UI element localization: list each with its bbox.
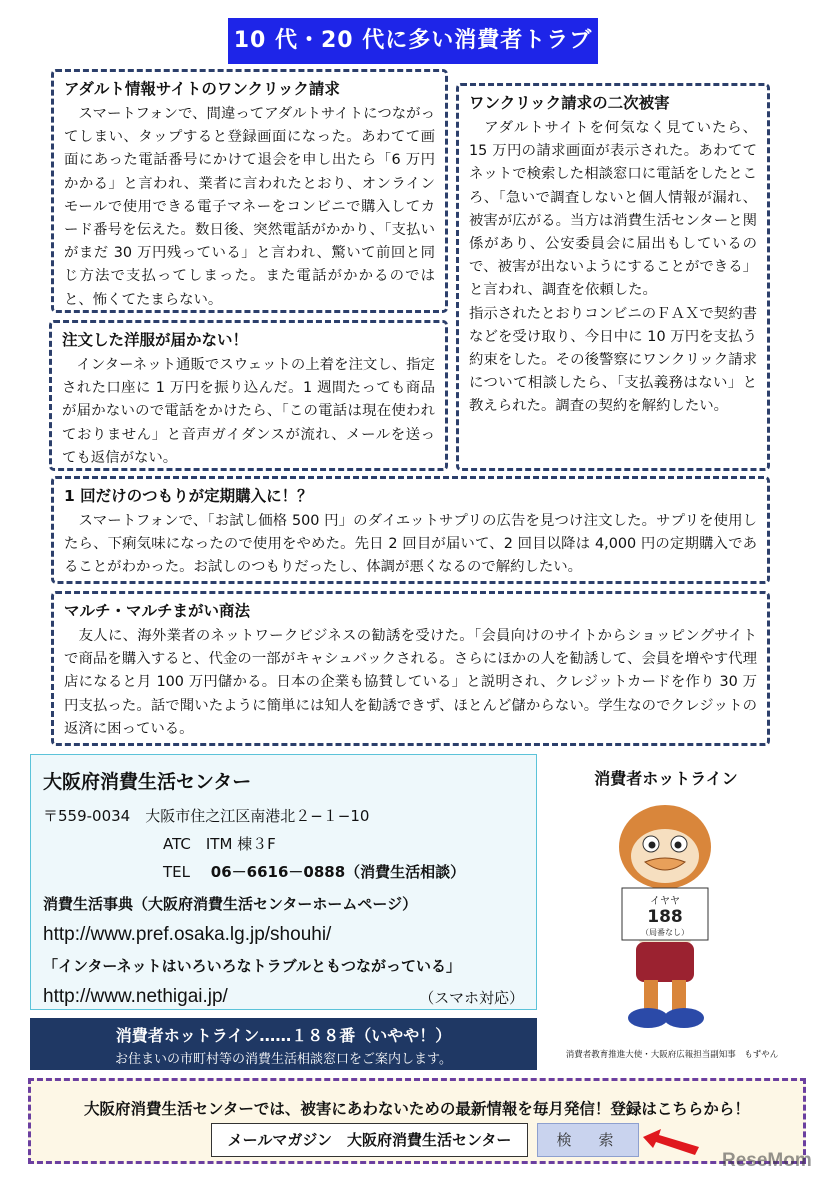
site-label: 消費生活事典（大阪府消費生活センターホームページ） bbox=[43, 895, 418, 913]
mascot-title: 消費者ホットライン bbox=[594, 769, 738, 788]
mascot-shoe-left bbox=[628, 1008, 668, 1028]
case-heading: ワンクリック請求の二次被害 bbox=[469, 94, 670, 112]
case-heading: マルチ・マルチまがい商法 bbox=[64, 602, 251, 620]
hotline-description: お住まいの市町村等の消費生活相談窓口をご案内します。 bbox=[115, 1052, 452, 1067]
case-box-subscription bbox=[51, 476, 770, 584]
case-body: スマートフォンで、間違ってアダルトサイトにつながってしまい、タップすると登録画面になった。あわてて画面にあった電話番号にかけて退会を申し出たら「6 万円かかる」と言われ、業者に言われたとおり、オンラインモールで使用できる電子マネーをコンビニで購入してカード番号を伝えた。数日後、突然電話がかかり、「支払いがまだ 30 万円残っている」と言われ、驚いて前回と同じ方法で支払ってしまった。また電話がかかるのではと、怖くてたまらない。 bbox=[64, 106, 435, 308]
case-box-multi-marketing bbox=[51, 591, 770, 746]
mascot-shoe-right bbox=[664, 1008, 704, 1028]
case-box-secondary-damage bbox=[456, 83, 770, 471]
net-url-link[interactable]: http://www.nethigai.jp/ bbox=[43, 986, 228, 1007]
search-button[interactable]: 検 索 bbox=[537, 1123, 639, 1157]
case-body: 友人に、海外業者のネットワークビジネスの勧誘を受けた。「会員向けのサイトからショッピングサイトで商品を購入すると、代金の一部がキャシュバックされる。さらにほかの人を勧誘して、会員を増やす代理店になると月 100 万円儲かる。日本の企業も協賛している」と説明され、クレジットカードを作り 30 万円支払った。話で聞いたように簡単には知人を勧誘できず、ほとんど儲からない。学生なのでクレジットの返済に困っている。 bbox=[64, 628, 757, 737]
case-body: インターネット通販でスウェットの上着を注文し、指定された口座に 1 万円を振り込んだ。1 週間たっても商品が届かないので電話をかけたら、「この電話は現在使われておりません」と音声ガイダンスが流れ、メールを送っても返信がない。 bbox=[62, 357, 435, 466]
mascot-leg-left bbox=[644, 980, 658, 1012]
arrow-pointer-icon bbox=[639, 1127, 705, 1157]
mascot-face bbox=[631, 829, 699, 883]
newsletter-message: 大阪府消費生活センターでは、被害にあわないための最新情報を毎月発信！登録はこちらから！ bbox=[84, 1100, 750, 1118]
sign-note-text: （局番なし） bbox=[641, 928, 689, 937]
case-heading: アダルト情報サイトのワンクリック請求 bbox=[64, 80, 340, 98]
case-box-one-click bbox=[51, 69, 448, 313]
center-postal-address: 〒559-0034 大阪市住之江区南港北２−１−10 bbox=[43, 807, 370, 825]
sign-number-text: 188 bbox=[647, 907, 683, 927]
sign-top-text: イヤヤ bbox=[650, 896, 680, 907]
search-keyword-box[interactable]: メールマガジン 大阪府消費生活センター bbox=[211, 1123, 528, 1157]
case-box-clothes bbox=[49, 320, 448, 471]
case-body: スマートフォンで、「お試し価格 500 円」のダイエットサプリの広告を見つけ注文した。サプリを使用したら、下痢気味になったので使用をやめた。先日 2 回目が届いて、2 回目以降は 4,000 円の定期購入であることがわかった。お試しのつもりだったし、体調が悪くなるので解約したい。 bbox=[64, 513, 757, 576]
mascot-caption: 消費者教育推進大使・大阪府広報担当副知事 もずやん bbox=[565, 1050, 779, 1060]
hotline-banner bbox=[30, 1018, 537, 1070]
center-name: 大阪府消費生活センター bbox=[43, 771, 252, 793]
case-heading: 注文した洋服が届かない！ bbox=[62, 331, 249, 349]
tel-number: 06－6616－0888（消費生活相談） bbox=[210, 863, 466, 881]
mascot-shorts bbox=[636, 942, 694, 982]
net-url-row bbox=[43, 980, 524, 1014]
hotline-number-text: 消費者ホットライン……１８８番（いやや！） bbox=[115, 1026, 452, 1045]
page-title: 10 代・20 代に多い消費者トラブ bbox=[228, 18, 598, 64]
watermark-logo: ReseMom bbox=[722, 1150, 812, 1171]
newsletter-panel bbox=[28, 1078, 806, 1164]
mascot-leg-right bbox=[672, 980, 686, 1012]
case-heading: 1 回だけのつもりが定期購入に！？ bbox=[64, 487, 313, 505]
center-tel-row bbox=[43, 858, 524, 886]
site-url-link[interactable]: http://www.pref.osaka.lg.jp/shouhi/ bbox=[43, 924, 332, 945]
tel-label: TEL bbox=[163, 863, 190, 881]
net-label: 「インターネットはいろいろなトラブルともつながっている」 bbox=[43, 957, 462, 975]
center-building: ATC ITM 棟３F bbox=[163, 835, 276, 853]
mascot-illustration bbox=[590, 792, 740, 1042]
net-url-note: （スマホ対応） bbox=[419, 988, 524, 1007]
center-info-panel bbox=[30, 754, 537, 1010]
case-body-continued: 指示されたとおりコンビニのＦＡＸで契約書などを受け取り、今日中に 10 万円を支払う約束をした。その後警察にワンクリック請求について相談したら、「支払義務はない」と教えられた。調査の契約を解約したい。 bbox=[469, 305, 757, 415]
case-body: アダルトサイトを何気なく見ていたら、15 万円の請求画面が表示された。あわててネットで検索した相談窓口に電話をしたところ、「急いで調査しないと個人情報が漏れ、被害が広がる。当方は消費生活センターと関係があり、公安委員会に届出もしているので、被害が出ないようにすることができる」と言われ、調査を依頼した。 bbox=[469, 120, 757, 299]
